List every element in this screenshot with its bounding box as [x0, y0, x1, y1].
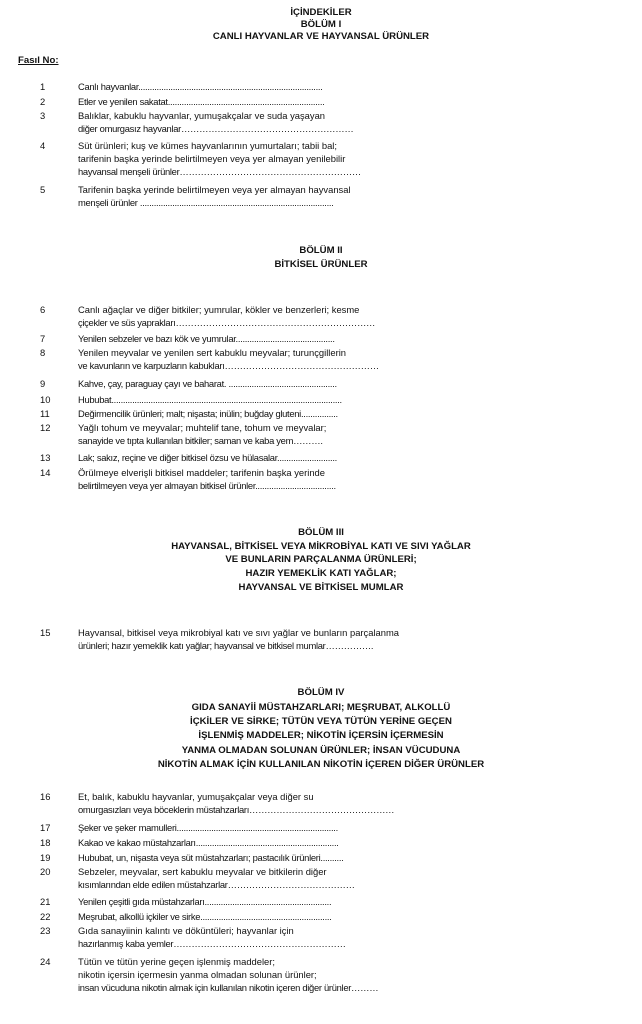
chapter-title-line: hayvansal menşeli ürünler……………………………………………………	[78, 166, 361, 177]
chapter-number: 20	[40, 866, 51, 877]
chapter-title-line: Et, balık, kabuklu hayvanlar, yumuşakçalar veya diğer su	[78, 791, 314, 802]
chapter-title-line: ürünleri; hazır yemeklik katı yağlar; hayvansal ve bitkisel mumlar…………….	[78, 640, 374, 651]
chapter-title-line: Örülmeye elverişli bitkisel maddeler; tarifenin başka yerinde	[78, 467, 325, 478]
chapter-title-line: Meşrubat, alkollü içkiler ve sirke.........................................................	[78, 911, 332, 922]
chapter-title-line: kısımlarından elde edilen müstahzarlar……………………………………	[78, 879, 355, 890]
chapter-number: 12	[40, 422, 51, 433]
chapter-title-line: Kahve, çay, paraguay çayı ve baharat. ...............................................	[78, 378, 337, 389]
chapter-title-line: Etler ve yenilen sakatat....................................................................	[78, 96, 325, 107]
chapter-number: 8	[40, 347, 46, 358]
chapter-title-line: Hububat....................................................................................................	[78, 394, 342, 405]
chapter-title-line: Şeker ve şeker mamulleri......................................................................	[78, 822, 338, 833]
section-4-title-line: GIDA SANAYİİ MÜSTAHZARLARI; MEŞRUBAT, ALKOLLÜ	[191, 702, 451, 713]
section-3-label: BÖLÜM III	[298, 527, 344, 538]
chapter-number: 19	[40, 852, 51, 863]
chapter-title-line: Gıda sanayiinin kalıntı ve döküntüleri; hayvanlar için	[78, 925, 294, 936]
section-4-title-line: İÇKİLER VE SİRKE; TÜTÜN VEYA TÜTÜN YERİNE GEÇEN	[190, 716, 452, 727]
chapter-title-line: Tütün ve tütün yerine geçen işlenmiş maddeler;	[78, 956, 275, 967]
section-4-title-line: YANMA OLMADAN SOLUNAN ÜRÜNLER; İNSAN VÜCUDUNA	[181, 745, 461, 756]
chapter-number: 4	[40, 140, 46, 151]
chapter-title-line: Yağlı tohum ve meyvalar; muhtelif tane, tohum ve meyvalar;	[78, 422, 327, 433]
chapter-number: 3	[40, 110, 46, 121]
chapter-number: 1	[40, 81, 46, 92]
chapter-title-line: Tarifenin başka yerinde belirtilmeyen veya yer almayan hayvansal	[78, 184, 351, 195]
chapter-number: 22	[40, 911, 51, 922]
document-title: İÇİNDEKİLER	[290, 7, 352, 18]
chapter-title-line: omurgasızları veya böceklerin müstahzarları…………………………………………	[78, 804, 395, 815]
section-3-title-line: HAZIR YEMEKLİK KATI YAĞLAR;	[245, 568, 397, 579]
chapter-number: 13	[40, 452, 51, 463]
chapter-title-line: tarifenin başka yerinde belirtilmeyen veya yer almayan yenilebilir	[78, 153, 346, 164]
chapter-title-line: Yenilen çeşitli gıda müstahzarları.......................................................	[78, 896, 332, 907]
chapter-number: 21	[40, 896, 51, 907]
chapter-title-line: Süt ürünleri; kuş ve kümes hayvanlarının yumurtaları; tabii bal;	[78, 140, 337, 151]
chapter-title-line: Hububat, un, nişasta veya süt müstahzarları; pastacılık ürünleri..........	[78, 852, 344, 863]
chapter-title-line: çiçekler ve süs yaprakları…………………………………………………………	[78, 317, 376, 328]
section-2-title: BİTKİSEL ÜRÜNLER	[274, 259, 368, 270]
chapter-title-line: ve kavunların ve karpuzların kabukları……………………………………………	[78, 360, 379, 371]
chapter-number: 11	[40, 408, 50, 419]
chapter-title-line: Canlı ağaçlar ve diğer bitkiler; yumrular, kökler ve benzerleri; kesme	[78, 304, 360, 315]
section-3-title-line: HAYVANSAL, BİTKİSEL VEYA MİKROBİYAL KATI VE SIVI YAĞLAR	[171, 541, 471, 552]
chapter-title-line: diğer omurgasız hayvanlar…………………………………………………	[78, 123, 354, 134]
chapter-title-line: Kakao ve kakao müstahzarları..............................................................	[78, 837, 339, 848]
section-4-title-line: NİKOTİN ALMAK İÇİN KULLANILAN NİKOTİN İÇEREN DİĞER ÜRÜNLER	[157, 759, 485, 770]
section-1-label: BÖLÜM I	[300, 19, 342, 30]
chapter-title-line: insan vücuduna nikotin almak için kullanılan nikotin içeren diğer ürünler………	[78, 982, 379, 993]
chapter-title-line: hazırlanmış kaba yemler…………………………………………………	[78, 938, 346, 949]
chapter-number: 10	[40, 394, 51, 405]
chapter-title-line: sanayide ve tıpta kullanılan bitkiler; saman ve kaba yem……….	[78, 435, 323, 446]
chapter-number: 7	[40, 333, 46, 344]
section-3-title-line: HAYVANSAL VE BİTKİSEL MUMLAR	[238, 582, 404, 593]
chapter-title-line: menşeli ürünler ....................................................................................	[78, 197, 334, 208]
chapter-title-line: nikotin içersin içermesin yanma olmadan solunan ürünler;	[78, 969, 317, 980]
chapter-number: 16	[40, 791, 51, 802]
chapter-title-line: Yenilen sebzeler ve bazı kök ve yumrular...........................................	[78, 333, 335, 344]
chapter-title-line: Sebzeler, meyvalar, sert kabuklu meyvalar ve bitkilerin diğer	[78, 866, 327, 877]
chapter-title-line: Değirmencilik ürünleri; malt; nişasta; inülin; buğday gluteni................	[78, 408, 338, 419]
fasil-no-label: Fasıl No:	[18, 55, 59, 66]
chapter-number: 15	[40, 627, 51, 638]
chapter-title-line: Yenilen meyvalar ve yenilen sert kabuklu meyvalar; turunçgillerin	[78, 347, 347, 358]
chapter-number: 6	[40, 304, 46, 315]
section-1-title: CANLI HAYVANLAR VE HAYVANSAL ÜRÜNLER	[212, 31, 430, 42]
chapter-number: 18	[40, 837, 51, 848]
chapter-title-line: belirtilmeyen veya yer almayan bitkisel ürünler...................................	[78, 480, 336, 491]
chapter-title-line: Hayvansal, bitkisel veya mikrobiyal katı ve sıvı yağlar ve bunların parçalanma	[78, 627, 399, 638]
section-4-label: BÖLÜM IV	[297, 687, 345, 698]
chapter-number: 2	[40, 96, 46, 107]
chapter-title-line: Lak; sakız, reçine ve diğer bitkisel özsu ve hülasalar..........................	[78, 452, 337, 463]
chapter-number: 23	[40, 925, 51, 936]
section-4-title-line: İŞLENMİŞ MADDELER; NİKOTİN İÇERSİN İÇERMESİN	[198, 730, 444, 741]
chapter-title-line: Balıklar, kabuklu hayvanlar, yumuşakçalar ve suda yaşayan	[78, 110, 326, 121]
chapter-title-line: Canlı hayvanlar................................................................................	[78, 81, 323, 92]
chapter-number: 9	[40, 378, 46, 389]
chapter-number: 17	[40, 822, 51, 833]
chapter-number: 14	[40, 467, 51, 478]
chapter-number: 5	[40, 184, 46, 195]
chapter-number: 24	[40, 956, 51, 967]
section-3-title-line: VE BUNLARIN PARÇALANMA ÜRÜNLERİ;	[225, 554, 417, 565]
section-2-label: BÖLÜM II	[299, 245, 343, 256]
